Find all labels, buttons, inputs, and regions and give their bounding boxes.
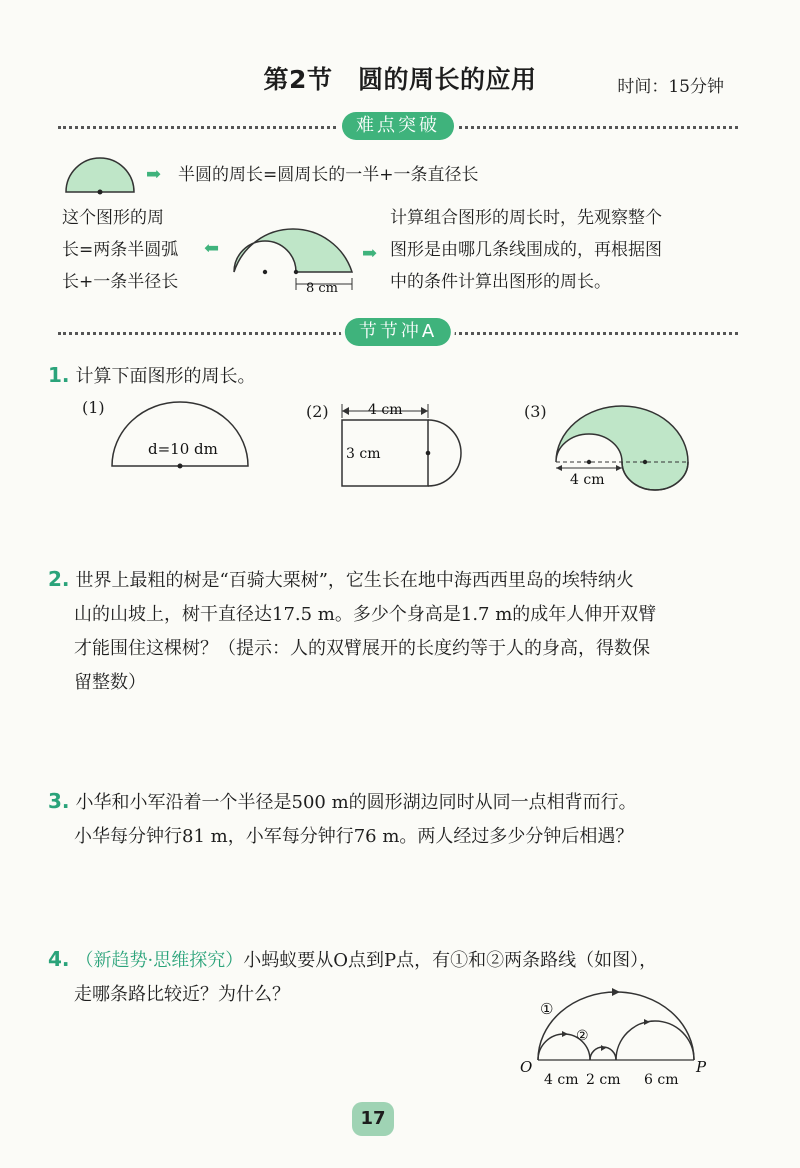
combined-shape-figure [228,212,358,298]
page-title: 第2节 圆的周长的应用 [263,65,537,94]
segment-2-label: 2 cm [586,1072,621,1088]
question-line: 山的山坡上，树干直径达17.5 m。多少个身高是1.7 m的成年人伸开双臂 [74,604,657,625]
arrow-left-icon: ⬅ [204,238,220,259]
fig2-label: (2) [306,402,329,421]
section-header-practice [58,318,738,348]
fig2-width: 4 cm [368,402,403,418]
fig2-height: 3 cm [346,446,381,462]
fig1-label: (1) [82,398,105,417]
fig3-s-shape [550,400,700,492]
left-note-line-1: 这个图形的周 [62,208,164,228]
question-number: 4. [48,947,70,971]
left-note-line-3: 长+一条半径长 [62,272,179,292]
figure-dimension: 8 cm [306,281,339,296]
question-text: 计算下面图形的周长。 [75,366,256,387]
fig1-dimension: d=10 dm [148,440,218,458]
question-tag: （新趋势·思维探究） [75,950,244,971]
route-2-label: ② [576,1028,589,1044]
semicircle-figure [60,150,140,200]
route-1-label: ① [540,1000,554,1018]
question-line: 小蚂蚁要从O点到P点，有①和②两条路线（如图）， [243,950,658,971]
fig1-semicircle [106,396,256,472]
question-line: 小华每分钟行81 m，小军每分钟行76 m。两人经过多少分钟后相遇？ [74,826,634,847]
segment-3-label: 6 cm [644,1072,679,1088]
semicircle-formula: 半圆的周长=圆周长的一半+一条直径长 [178,165,479,185]
question-line: 世界上最粗的树是“百骑大栗树”，它生长在地中海西西里岛的埃特纳火 [75,570,634,591]
segment-1-label: 4 cm [544,1072,579,1088]
right-note-line-3: 中的条件计算出图形的周长。 [390,272,611,292]
point-o-label: O [520,1058,533,1076]
question-number: 1. [48,363,70,387]
fig2-rect-semicircle [330,400,490,490]
question-line: 留整数） [74,672,146,693]
fig3-label: (3) [524,402,547,421]
section-label-2: 节节冲A [345,318,451,346]
arrow-right-icon-2: ➡ [362,243,378,264]
question-line: 小华和小军沿着一个半径是500 m的圆形湖边同时从同一点相背而行。 [75,792,637,813]
left-note-line-2: 长=两条半圆弧 [62,240,179,260]
question-3 [48,784,730,854]
question-number: 3. [48,789,70,813]
question-line: 走哪条路比较近？为什么？ [74,984,290,1005]
question-1 [48,358,730,394]
question-line: 才能围住这棵树？（提示：人的双臂展开的长度约等于人的身高，得数保 [74,638,650,659]
point-p-label: P [696,1058,707,1076]
right-note-line-2: 图形是由哪几条线围成的，再根据图 [390,240,662,260]
right-note-line-1: 计算组合图形的周长时，先观察整个 [390,208,662,228]
fig3-dimension: 4 cm [570,472,605,488]
arrow-right-icon: ➡ [146,164,162,185]
section-label: 难点突破 [342,112,454,140]
question-number: 2. [48,567,70,591]
time-limit: 时间：15分钟 [617,77,724,97]
page-number: 17 [352,1102,394,1136]
question-2 [48,562,730,700]
section-header-difficulty [58,112,738,142]
route-diagram [516,984,716,1094]
